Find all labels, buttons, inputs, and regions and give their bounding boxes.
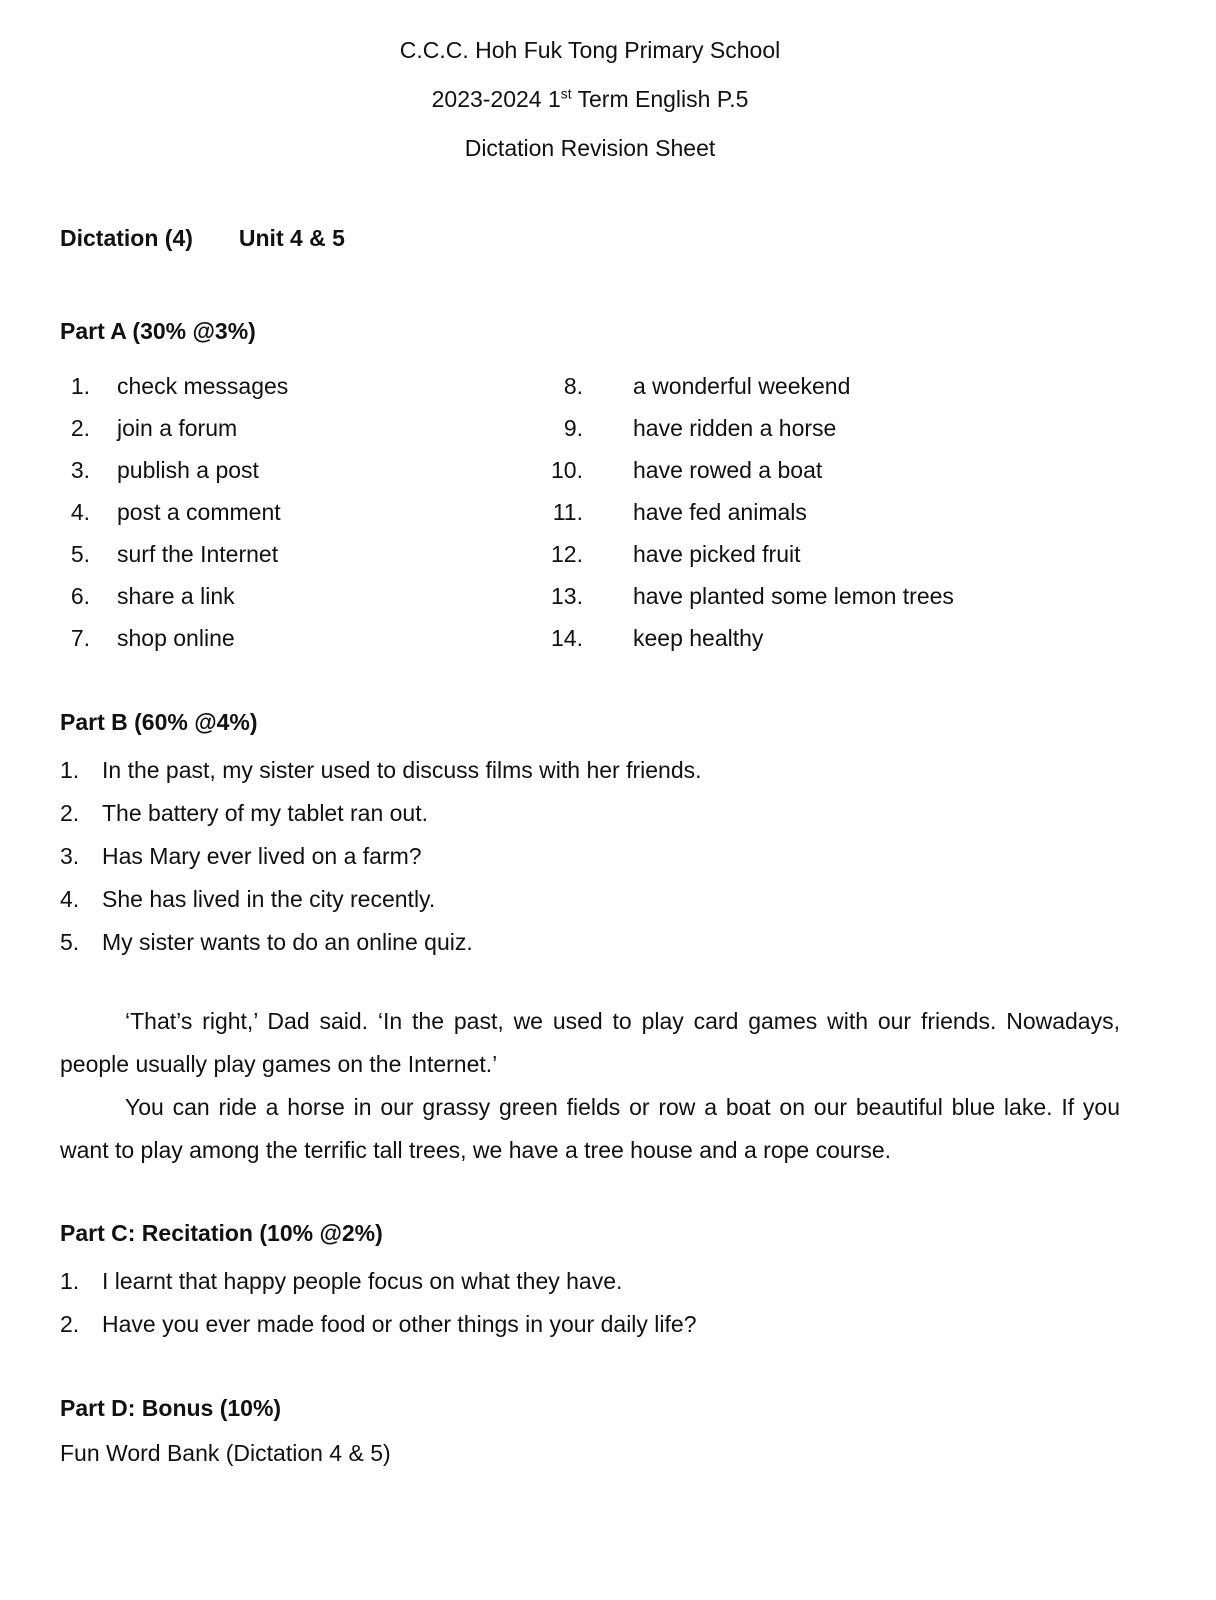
term-line xyxy=(60,75,1120,124)
item-text: The battery of my tablet ran out. xyxy=(102,800,428,826)
item-number: 7. xyxy=(70,625,90,651)
item-text: check messages xyxy=(117,373,289,399)
item-text: She has lived in the city recently. xyxy=(102,886,436,912)
item-number: 1. xyxy=(60,1268,80,1294)
list-item xyxy=(535,617,1120,659)
item-text: share a link xyxy=(117,583,235,609)
item-text: a wonderful weekend xyxy=(633,373,851,399)
school-name: C.C.C. Hoh Fuk Tong Primary School xyxy=(399,37,781,63)
list-item xyxy=(535,575,1120,617)
item-number: 4. xyxy=(70,499,90,525)
item-text: shop online xyxy=(117,625,235,651)
part-a-left-column xyxy=(60,365,535,659)
list-item xyxy=(60,617,535,659)
item-text: have planted some lemon trees xyxy=(633,583,954,609)
dictation-unit: Unit 4 & 5 xyxy=(238,225,345,251)
document-header xyxy=(60,26,1120,173)
list-item xyxy=(60,878,1120,921)
item-number: 8. xyxy=(563,373,583,399)
item-text: I learnt that happy people focus on what they have. xyxy=(102,1268,623,1294)
item-number: 9. xyxy=(563,415,583,441)
item-number: 1. xyxy=(60,757,80,783)
list-item xyxy=(60,575,535,617)
dictation-label: Dictation (4) xyxy=(60,225,193,251)
item-number: 2. xyxy=(70,415,90,441)
sheet-title: Dictation Revision Sheet xyxy=(464,135,716,161)
part-b-list xyxy=(60,749,1120,964)
part-d-subtitle: Fun Word Bank (Dictation 4 & 5) xyxy=(60,1440,391,1466)
part-a-columns xyxy=(60,365,1120,659)
list-item xyxy=(60,407,535,449)
dictation-heading xyxy=(60,223,1120,253)
term-ordinal-superscript: st xyxy=(560,86,572,102)
part-d-section xyxy=(60,1393,1120,1473)
part-a-right-column xyxy=(535,365,1120,659)
list-item xyxy=(60,921,1120,964)
item-text: have rowed a boat xyxy=(633,457,823,483)
list-item xyxy=(60,491,535,533)
list-item xyxy=(535,449,1120,491)
item-text: post a comment xyxy=(117,499,281,525)
item-text: Has Mary ever lived on a farm? xyxy=(102,843,422,869)
list-item xyxy=(60,533,535,575)
item-number: 14. xyxy=(551,625,583,651)
item-text: In the past, my sister used to discuss films with her friends. xyxy=(102,757,702,783)
list-item xyxy=(60,1303,1120,1346)
list-item xyxy=(60,792,1120,835)
item-text: surf the Internet xyxy=(117,541,279,567)
item-text: join a forum xyxy=(117,415,238,441)
item-number: 1. xyxy=(70,373,90,399)
part-d-heading: Part D: Bonus (10%) xyxy=(60,1395,282,1421)
item-number: 4. xyxy=(60,886,80,912)
item-text: have fed animals xyxy=(633,499,807,525)
list-item xyxy=(535,533,1120,575)
list-item xyxy=(60,1260,1120,1303)
part-c-section xyxy=(60,1218,1120,1346)
item-text: Have you ever made food or other things in your daily life? xyxy=(102,1311,697,1337)
list-item xyxy=(535,407,1120,449)
item-number: 13. xyxy=(551,583,583,609)
part-b-heading: Part B (60% @4%) xyxy=(60,709,258,735)
item-text: My sister wants to do an online quiz. xyxy=(102,929,473,955)
list-item xyxy=(60,749,1120,792)
term-prefix: 2023-2024 1 xyxy=(431,86,561,112)
item-number: 5. xyxy=(60,929,80,955)
item-text: publish a post xyxy=(117,457,259,483)
item-number: 6. xyxy=(70,583,90,609)
item-text: have ridden a horse xyxy=(633,415,837,441)
list-item xyxy=(535,365,1120,407)
list-item xyxy=(60,365,535,407)
item-number: 2. xyxy=(60,800,80,826)
term-suffix: Term English P.5 xyxy=(571,86,749,112)
item-text: keep healthy xyxy=(633,625,764,651)
part-a-heading: Part A (30% @3%) xyxy=(60,318,256,344)
item-number: 11. xyxy=(552,499,583,525)
part-c-heading: Part C: Recitation (10% @2%) xyxy=(60,1220,383,1246)
item-number: 3. xyxy=(60,843,80,869)
item-number: 2. xyxy=(60,1311,80,1337)
item-text: have picked fruit xyxy=(633,541,801,567)
paragraph: You can ride a horse in our grassy green fields or row a boat on our beautiful blue lake. If you want to play among the terrific tall trees, we have a tree house and a rope course. xyxy=(60,1094,1120,1163)
part-b-paragraphs xyxy=(60,1000,1120,1172)
list-item xyxy=(60,449,535,491)
part-b-section xyxy=(60,707,1120,1172)
part-c-list xyxy=(60,1260,1120,1346)
item-number: 3. xyxy=(70,457,90,483)
part-a-section xyxy=(60,316,1120,659)
item-number: 10. xyxy=(551,457,583,483)
item-number: 12. xyxy=(551,541,583,567)
item-number: 5. xyxy=(70,541,90,567)
list-item xyxy=(535,491,1120,533)
list-item xyxy=(60,835,1120,878)
paragraph: ‘That’s right,’ Dad said. ‘In the past, we used to play card games with our friends. Nowadays, people usually play games on the Internet.’ xyxy=(60,1008,1120,1077)
